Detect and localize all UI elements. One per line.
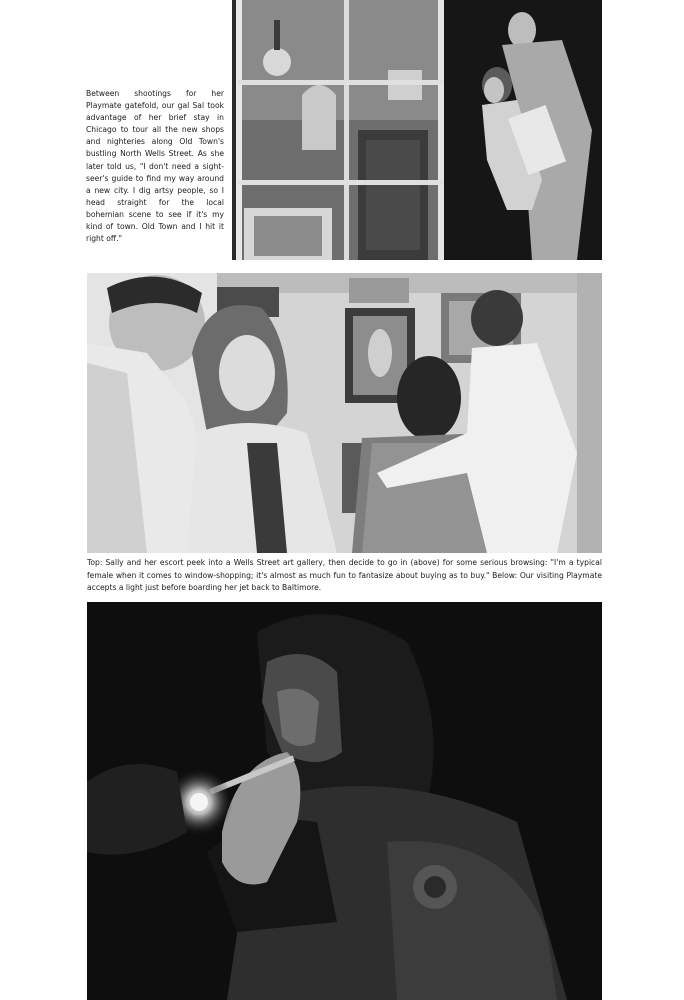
cigarette-light-photo [87, 602, 602, 1000]
gallery-interior-photo [87, 273, 602, 553]
photo-caption: Top: Sally and her escort peek into a Wells Street art gallery, then decide to go in (above) for some serious browsing: "I'm a typical female when it comes to window-shopping; it's almost as much fun to fantasize about buying as to buy." Below: Our visiting Playmate accepts a light just before boarding her jet back to Baltimore. [87, 558, 602, 593]
intro-paragraph: Between shootings for her Playmate gatefold, our gal Sal took advantage of her brief stay in Chicago to tour all the new shops and nighteries along Old Town's bustling North Wells Street. As she later told us, "I don't need a sight-seer's guide to find my way around a new city. I dig artsy people, so I head straight for the local bohemian scene to see if it's my kind of town. Old Town and I hit it right off." [86, 89, 224, 244]
gallery-window-photo [232, 0, 602, 260]
